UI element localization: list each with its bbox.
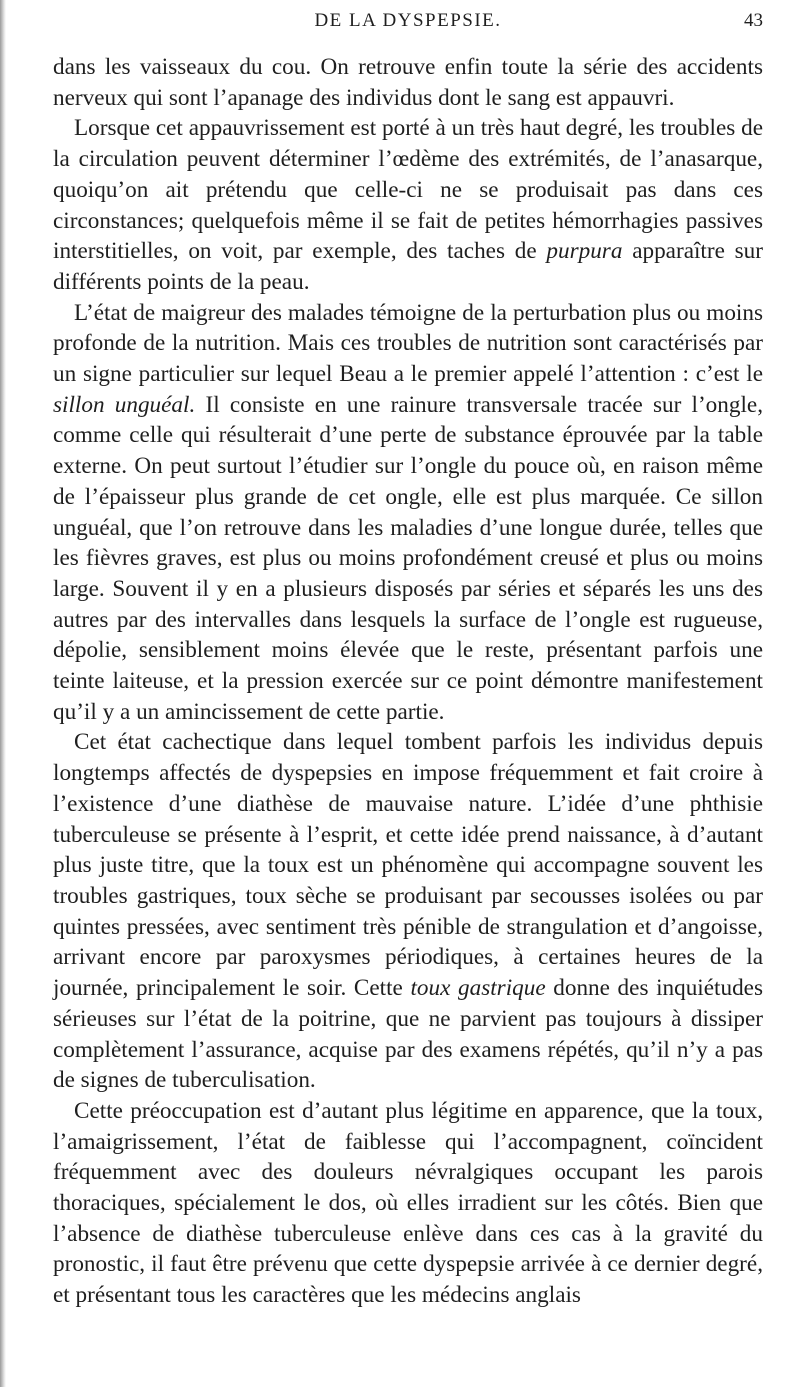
text-run: Cette préoccupation est d’autant plus légitime en apparence, que la toux, l’amaigrissement, l’état de faiblesse qui l’accompagnent, coïncident fréquemment avec des douleurs névralgiques occupant les parois thoraciques, spécialement le dos, où elles irradient sur les côtés. Bien que l’absence de diathèse tuberculeuse enlève dans ces cas à la gravité du pronostic, il faut être prévenu que cette dyspepsie arrivée à ce dernier degré, et présentant tous les caractères que les médecins anglais xyxy=(53,1097,763,1309)
text-run: L’état de maigreur des malades témoigne de la perturbation plus ou moins profonde de la nutrition. Mais ces troubles de nutrition sont caractérisés par un signe particulier sur lequel Beau a le premier appelé l’attention : c’est le xyxy=(53,299,763,388)
text-run: dans les vaisseaux du cou. On retrouve enfin toute la série des accidents nerveux qui sont l’apanage des individus dont le sang est appauvri. xyxy=(53,54,763,111)
text-run: apparaître sur différents points de la peau. xyxy=(53,238,763,295)
italic-term-purpura: purpura xyxy=(546,238,623,265)
book-page xyxy=(53,0,763,1311)
paragraph-4 xyxy=(53,727,763,1095)
running-head xyxy=(53,0,763,40)
binding-shadow xyxy=(0,0,6,1387)
running-title: DE LA DYSPEPSIE. xyxy=(314,10,502,31)
text-run: Cet état cachectique dans lequel tombent parfois les individus depuis longtemps affectés de dyspepsies en impose fréquemment et fait croire à l’existence d’une diathèse de mauvaise nature. L’idée d’une phthisie tuberculeuse se présente à l’esprit, et cette idée prend naissance, à d’autant plus juste titre, que la toux est un phénomène qui accompagne souvent les troubles gastriques, toux sèche se produisant par secousses isolées ou par quintes pressées, avec sentiment très pénible de strangulation et d’angoisse, arrivant encore par paroxysmes périodiques, à certaines heures de la journée, principalement le soir. Cette xyxy=(53,729,763,1002)
italic-term-sillon-ungueal: sillon unguéal. xyxy=(53,391,196,418)
italic-term-toux-gastrique: toux gastrique xyxy=(410,975,546,1002)
text-run: Il consiste en une rainure transversale tracée sur l’ongle, comme celle qui résulterait d’une perte de substance éprouvée par la table externe. On peut surtout l’étudier sur l’ongle du pouce où, en raison même de l’épaisseur plus grande de cet ongle, elle est plus marquée. Ce sillon unguéal, que l’on retrouve dans les maladies d’une longue durée, telles que les fièvres graves, est plus ou moins profondément creusé et plus ou moins large. Souvent il y en a plusieurs disposés par séries et séparés les uns des autres par des intervalles dans lesquels la surface de l’ongle est rugueuse, dépolie, sensiblement moins élevée que le reste, présentant parfois une teinte laiteuse, et la pression exercée sur ce point démontre manifestement qu’il y a un amincissement de cette partie. xyxy=(53,391,763,725)
page-number: 43 xyxy=(744,10,763,31)
paragraph-2 xyxy=(53,113,763,297)
paragraph-1 xyxy=(53,52,763,113)
paragraph-3 xyxy=(53,298,763,728)
text-run: Lorsque cet appauvrissement est porté à un très haut degré, les troubles de la circulation peuvent déterminer l’œdème des extrémités, de l’anasarque, quoiqu’on ait prétendu que celle-ci ne se produisait pas dans ces circonstances; quelquefois même il se fait de petites hémorrhagies passives interstitielles, on voit, par exemple, des taches de xyxy=(53,115,763,265)
text-run: donne des inquiétudes sérieuses sur l’état de la poitrine, que ne parvient pas toujours à dissiper complètement l’assurance, acquise par des examens répétés, qu’il n’y a pas de signes de tuberculisation. xyxy=(53,975,763,1094)
body-text xyxy=(53,52,763,1311)
paragraph-5 xyxy=(53,1096,763,1311)
